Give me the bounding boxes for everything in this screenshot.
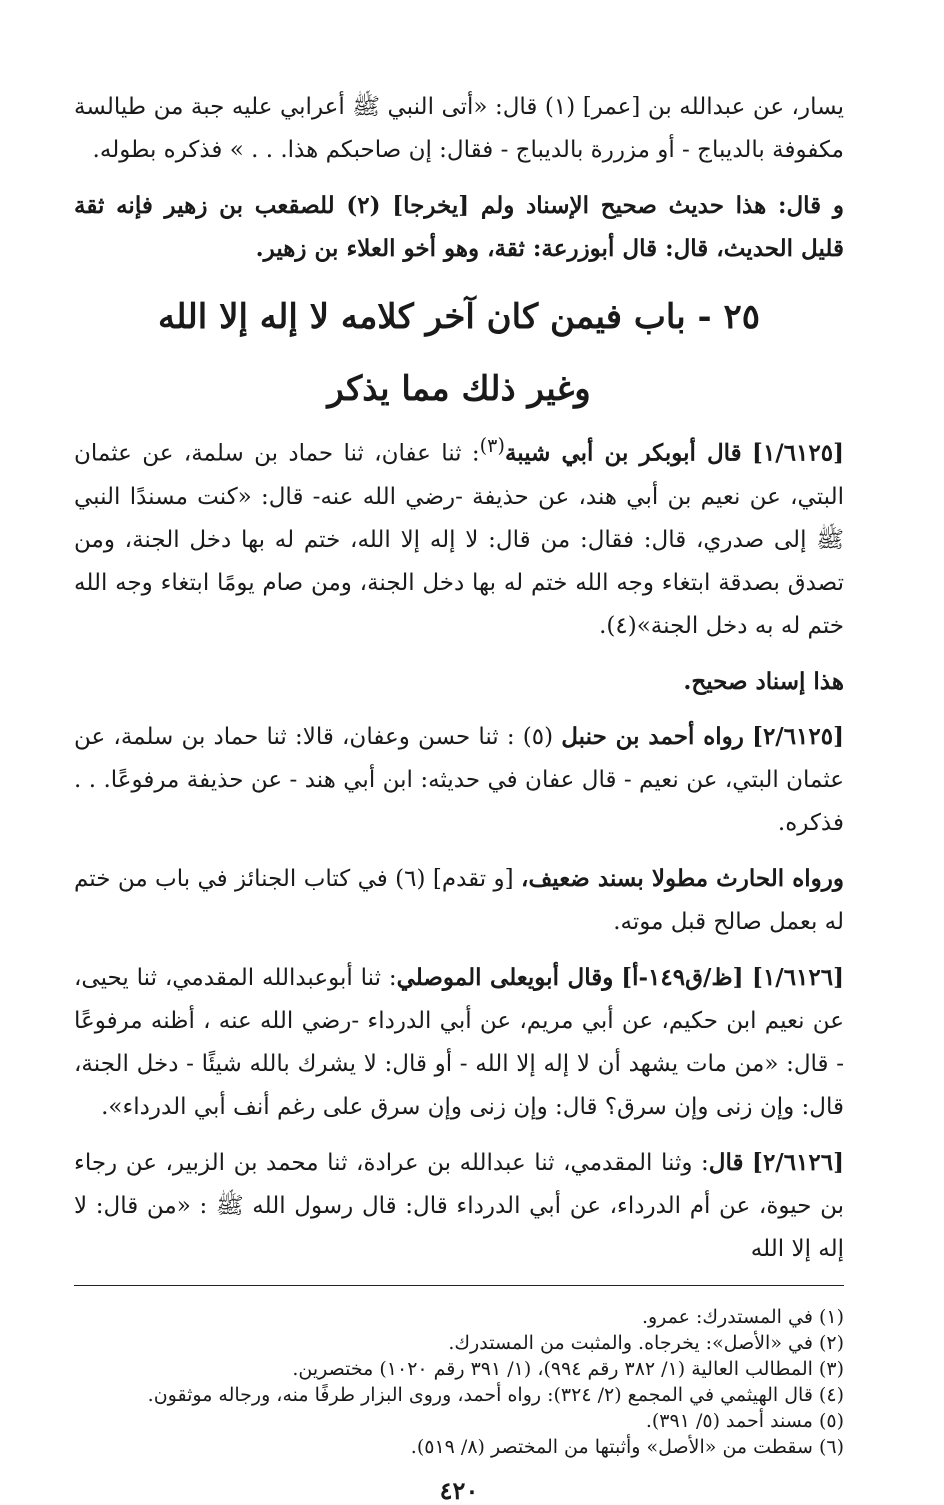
isnad-grading: هذا إسناد صحيح. [683,667,844,695]
footnote-item: (٤) قال الهيثمي في المجمع (٢/ ٣٢٤): رواه أحمد، وروى البزار طرفًا منه، ورجاله موثقون. [147,1383,844,1406]
hadith-6126-1 [74,956,844,1129]
footnotes [74,1304,844,1460]
hadith-ref-number: [٢/٦١٢٦] [752,1148,844,1176]
harith-note-text: [و تقدم] (٦) في كتاب الجنائز في باب من ختم له بعمل صالح قبل موته. [74,865,844,935]
hadith-narrator: رواه أحمد بن حنبل [561,722,744,750]
chapter-title-line1: ٢٥ - باب فيمن كان آخر كلامه لا إله إلا الله [157,297,761,337]
chapter-title-line2: وغير ذلك مما يذكر [327,369,591,409]
hadith-6125-1 [74,424,844,648]
hadith-narrator: قال [708,1148,744,1176]
hadith-6125-2 [74,715,844,845]
hadith-ref-number: [١/٦١٢٦] [ظ/ق١٤٩-أ] [621,963,845,991]
footnote-item: (٦) سقطت من «الأصل» وأثبتها من المختصر (٨/ ٥١٩). [410,1435,844,1458]
chapter-heading [74,296,844,410]
hadith-6126-2 [74,1141,844,1271]
harith-note [74,857,844,944]
footnote-item: (٣) المطالب العالية (١/ ٣٨٢ رقم ٩٩٤)، (١/ ٣٩١ رقم ١٠٢٠) مختصرين. [292,1357,844,1380]
hadith-ref-number: [٢/٦١٢٥] [752,722,845,750]
footnote-item: (١) في المستدرك: عمرو. [641,1305,844,1328]
hadith-narrator: وقال أبويعلى الموصلي [396,963,614,991]
footnote-item: (٥) مسند أحمد (٥/ ٣٩١). [645,1409,844,1432]
hadith-narrator: قال أبوبكر بن أبي شيبة [504,439,742,467]
paragraph-hakim-comment: و قال: هذا حديث صحيح الإسناد ولم [يخرجا] (٢) للصقعب بن زهير فإنه ثقة قليل الحديث، قال: قال أبوزرعة: ثقة، وهو أخو العلاء بن زهير. [74,192,844,262]
hadith-text: : ثنا عفان، ثنا حماد بن سلمة، عن عثمان البتي، عن نعيم بن أبي هند، عن حذيفة -رضي الله عنه- قال: «كنت مسندًا النبي ﷺ إلى صدري، قال: فقال: من قال: لا إله إلا الله، ختم له بها دخل الجنة، ومن تصدق بصدقة ابتغاء وجه الله ختم له بها دخل الجنة، ومن صام يومًا ابتغاء وجه الله ختم له به دخل الجنة»(٤). [74,440,844,639]
page-number: ٤٢٠ [439,1475,479,1505]
hadith-ref-number: [١/٦١٢٥] [752,439,844,467]
hadith-text: : ثنا أبوعبدالله المقدمي، ثنا يحيى، عن نعيم ابن حكيم، عن أبي مريم، عن أبي الدرداء -رضي الله عنه ، أظنه مرفوعًا - قال: «من مات يشهد أن لا إله إلا الله - أو قال: لا يشرك بالله شيئًا - دخل الجنة، قال: وإن زنى وإن سرق؟ قال: وإن زنى وإن سرق على رغم أنف أبي الدرداء». [74,964,844,1120]
footnote-divider [74,1285,844,1286]
footnote-item: (٢) في «الأصل»: يخرجاه. والمثبت من المستدرك. [448,1331,844,1354]
footnote-marker: (٣) [479,434,505,457]
paragraph-continuation: يسار، عن عبدالله بن [عمر] (١) قال: «أتى النبي ﷺ أعرابي عليه جبة من طيالسة مكفوفة بالديباج - أو مزررة بالديباج - فقال: إن صاحبكم هذا. . . » فذكره بطوله. [74,94,844,163]
hadith-text: (٥) : ثنا حسن وعفان، قالا: ثنا حماد بن سلمة، عن عثمان البتي، عن نعيم - قال عفان في حديثه: ابن أبي هند - عن حذيفة مرفوعًا. . . فذكره. [74,723,844,836]
hadith-text: : وثنا المقدمي، ثنا عبدالله بن عرادة، ثنا محمد بن الزبير، عن رجاء بن حيوة، عن أم الدرداء، عن أبي الدرداء قال: قال رسول الله ﷺ : «من قال: لا إله إلا الله [74,1149,844,1262]
harith-narration: ورواه الحارث مطولا بسند ضعيف، [521,864,845,892]
